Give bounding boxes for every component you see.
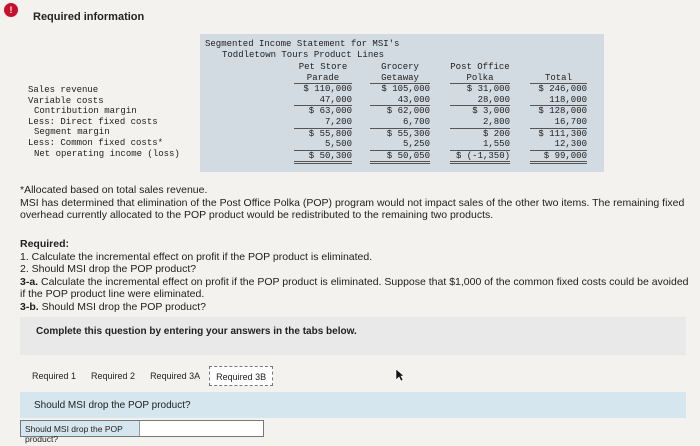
cell: 5,500 xyxy=(294,139,352,151)
answer-label: Should MSI drop the POP product? xyxy=(21,421,139,436)
row-label-common-fixed: Less: Common fixed costs* xyxy=(28,137,164,148)
cell: $ (-1,350) xyxy=(450,151,510,165)
cell: 6,700 xyxy=(370,117,430,129)
column-header-line1: Grocery xyxy=(381,62,419,72)
notes xyxy=(20,184,690,222)
row-label-sales: Sales revenue xyxy=(28,85,99,95)
cell: 1,550 xyxy=(450,139,510,151)
column-grocery xyxy=(370,62,430,164)
cell: $ 246,000 xyxy=(538,84,587,95)
row-label-segment: Segment margin xyxy=(34,127,110,138)
cell: 5,250 xyxy=(370,139,430,151)
cell: $ 105,000 xyxy=(381,84,430,95)
cell: 43,000 xyxy=(370,95,430,107)
column-post-office xyxy=(450,62,510,164)
cell: $ 128,000 xyxy=(538,106,587,117)
column-header-line2: Parade xyxy=(294,73,352,85)
cell: $ 111,300 xyxy=(538,128,587,139)
cell: 28,000 xyxy=(450,95,510,107)
column-header-line2: Getaway xyxy=(370,73,430,85)
required-section xyxy=(20,238,690,313)
cell: $ 99,000 xyxy=(530,151,587,165)
mouse-pointer-icon xyxy=(395,368,405,382)
cell: $ 110,000 xyxy=(303,84,352,95)
tab-required-3a[interactable]: Required 3A xyxy=(144,366,206,386)
statement-title: Segmented Income Statement for MSI's xyxy=(205,39,400,49)
cell: 47,000 xyxy=(294,95,352,107)
required-heading: Required: xyxy=(20,238,70,250)
required-item-2: 2. Should MSI drop the POP product? xyxy=(20,263,197,275)
row-label-net: Net operating income (loss) xyxy=(34,148,180,159)
notes-body: MSI has determined that elimination of the Post Office Polka (POP) program would not impact sales of the other two items. The remaining fixed overhead currently allocated to the POP product would be redistributed to the remaining two products. xyxy=(20,196,685,221)
alert-icon: ! xyxy=(4,3,18,17)
cell: $ 31,000 xyxy=(466,84,510,95)
question-text: Should MSI drop the POP product? xyxy=(34,400,191,411)
tab-required-1[interactable]: Required 1 xyxy=(26,366,82,386)
cell: 2,800 xyxy=(450,117,510,129)
cell: $ 63,000 xyxy=(308,106,352,117)
cell: 7,200 xyxy=(294,117,352,129)
header-bar xyxy=(0,0,700,28)
cell: $ 62,000 xyxy=(386,106,430,117)
column-pet-store xyxy=(294,62,352,164)
statement-row-labels xyxy=(28,85,180,159)
column-total xyxy=(530,62,587,164)
row-label-variable: Variable costs xyxy=(28,95,104,106)
required-item-3b-number: 3-b. xyxy=(20,300,39,313)
row-label-contribution: Contribution margin xyxy=(34,106,137,117)
column-header-line1: Pet Store xyxy=(298,62,348,72)
cell: 118,000 xyxy=(530,95,587,107)
required-item-3a xyxy=(20,276,690,301)
tab-required-3b[interactable]: Required 3B xyxy=(209,366,273,386)
cell: $ 55,800 xyxy=(308,128,352,139)
column-header-line1: Post Office xyxy=(450,62,510,72)
cell: $ 200 xyxy=(482,128,510,139)
instructions-text: Complete this question by entering your answers in the tabs below. xyxy=(36,326,357,337)
footnote: *Allocated based on total sales revenue. xyxy=(20,184,208,196)
answer-row xyxy=(20,420,264,444)
required-item-3a-text: Calculate the incremental effect on profit if the POP product is eliminated. Suppose that $1,000 of the common fixed costs could be avoided if the POP product line were eliminated. xyxy=(20,275,689,300)
cell: $ 55,300 xyxy=(386,128,430,139)
cell: $ 3,000 xyxy=(472,106,510,117)
cell: 16,700 xyxy=(530,117,587,129)
statement-subtitle: Toddletown Tours Product Lines xyxy=(222,50,385,60)
cell: 12,300 xyxy=(530,139,587,151)
row-label-direct-fixed: Less: Direct fixed costs xyxy=(28,116,158,127)
required-item-3b-text: Should MSI drop the POP product? xyxy=(38,300,206,313)
required-item-3b xyxy=(20,301,690,314)
cell: $ 50,300 xyxy=(294,151,352,165)
required-item-3a-number: 3-a. xyxy=(20,275,39,288)
column-header-line1 xyxy=(530,62,587,73)
required-item-1: 1. Calculate the incremental effect on profit if the POP product is eliminated. xyxy=(20,250,373,263)
page-title: Required information xyxy=(33,11,145,23)
tab-required-2[interactable]: Required 2 xyxy=(85,366,141,386)
column-header-line2: Polka xyxy=(450,73,510,85)
tab-bar xyxy=(26,366,276,386)
cell: $ 50,050 xyxy=(370,151,430,165)
answer-input[interactable] xyxy=(139,421,263,436)
column-header-line2: Total xyxy=(530,73,587,85)
